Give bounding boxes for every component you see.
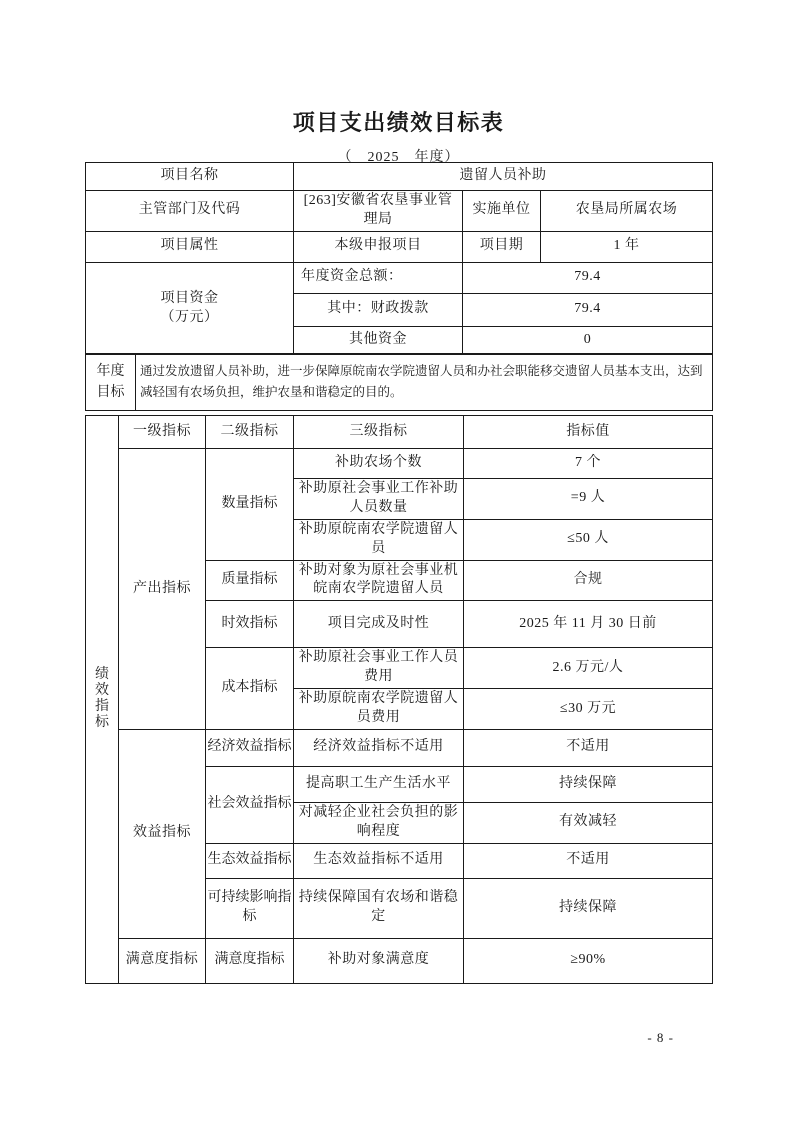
impl-unit-value: 农垦局所属农场 [541,191,713,232]
indicator-value: ≤50 人 [464,519,713,560]
indicator-value: 持续保障 [464,878,713,938]
indicators-table [85,415,713,984]
col-header-level1: 一级指标 [119,416,206,449]
indicator-name: 对减轻企业社会负担的影响程度 [294,802,464,843]
level2-satisfaction: 满意度指标 [206,938,294,983]
indicator-name: 项目完成及时性 [294,601,464,648]
indicator-value: 有效减轻 [464,802,713,843]
indicator-name: 补助原社会事业工作补助人员数量 [294,479,464,520]
indicator-name: 补助原皖南农学院遗留人员费用 [294,689,464,730]
period-value: 1 年 [541,231,713,262]
indicator-value: 不适用 [464,729,713,766]
level2-timeliness: 时效指标 [206,601,294,648]
funds-fiscal-value: 79.4 [463,293,713,326]
indicator-value: 不适用 [464,843,713,878]
level1-satisfaction: 满意度指标 [119,938,206,983]
indicators-side-label: 绩 效 指 标 [86,416,119,984]
level2-quantity: 数量指标 [206,449,294,561]
indicator-name: 补助对象为原社会事业机皖南农学院遗留人员 [294,560,464,601]
attr-label: 项目属性 [86,231,294,262]
period-label: 项目期 [463,231,541,262]
col-header-level3: 三级指标 [294,416,464,449]
level2-cost: 成本指标 [206,648,294,730]
funds-other-value: 0 [463,326,713,354]
level2-ecological: 生态效益指标 [206,843,294,878]
level2-economic: 经济效益指标 [206,729,294,766]
annual-goal-text: 通过发放遗留人员补助，进一步保障原皖南农学院遗留人员和办社会职能移交遗留人员基本支出，达到减轻国有农场负担，维护农垦和谐稳定的目的。 [136,354,713,411]
project-name-label: 项目名称 [86,163,294,191]
funds-total-label: 年度资金总额： [294,262,463,293]
dept-value: [263]安徽省农垦事业管理局 [294,191,463,232]
level1-benefit: 效益指标 [119,729,206,938]
funds-label [86,262,294,354]
indicator-value: 合规 [464,560,713,601]
indicator-value: ≤30 万元 [464,689,713,730]
annual-goal-table [85,353,713,411]
indicator-value: =9 人 [464,479,713,520]
attr-value: 本级申报项目 [294,231,463,262]
funds-label-line1: 项目资金 [160,290,219,306]
indicator-value: 2.6 万元/人 [464,648,713,689]
indicator-value: 持续保障 [464,766,713,802]
dept-label: 主管部门及代码 [86,191,294,232]
annual-goal-label-line2: 目标 [96,385,125,400]
page-title: 项目支出绩效目标表 [292,110,505,135]
page-number: - 8 - [647,1030,674,1045]
indicator-name: 提高职工生产生活水平 [294,766,464,802]
indicator-name: 补助原社会事业工作人员费用 [294,648,464,689]
indicator-name: 补助对象满意度 [294,938,464,983]
funds-other-label: 其他资金 [294,326,463,354]
indicator-name: 生态效益指标不适用 [294,843,464,878]
indicator-value: 2025 年 11 月 30 日前 [464,601,713,648]
indicator-name: 持续保障国有农场和谐稳定 [294,878,464,938]
level2-social: 社会效益指标 [206,766,294,843]
indicator-name: 补助原皖南农学院遗留人员 [294,519,464,560]
level2-quality: 质量指标 [206,560,294,601]
annual-goal-label [86,354,136,411]
annual-goal-label-line1: 年度 [96,364,125,379]
funds-fiscal-label: 其中：财政拨款 [294,293,463,326]
level2-sustainable: 可持续影响指标 [206,878,294,938]
indicator-value: ≥90% [464,938,713,983]
funds-total-value: 79.4 [463,262,713,293]
page-subtitle-year: （ 2025 年度） [337,150,460,165]
indicator-name: 经济效益指标不适用 [294,729,464,766]
col-header-level2: 二级指标 [206,416,294,449]
project-name-value: 遗留人员补助 [294,163,713,191]
indicator-value: 7 个 [464,449,713,479]
project-info-table [85,162,713,355]
col-header-value: 指标值 [464,416,713,449]
indicator-name: 补助农场个数 [294,449,464,479]
funds-label-line2: （万元） [160,310,219,326]
level1-output: 产出指标 [119,449,206,730]
impl-unit-label: 实施单位 [463,191,541,232]
